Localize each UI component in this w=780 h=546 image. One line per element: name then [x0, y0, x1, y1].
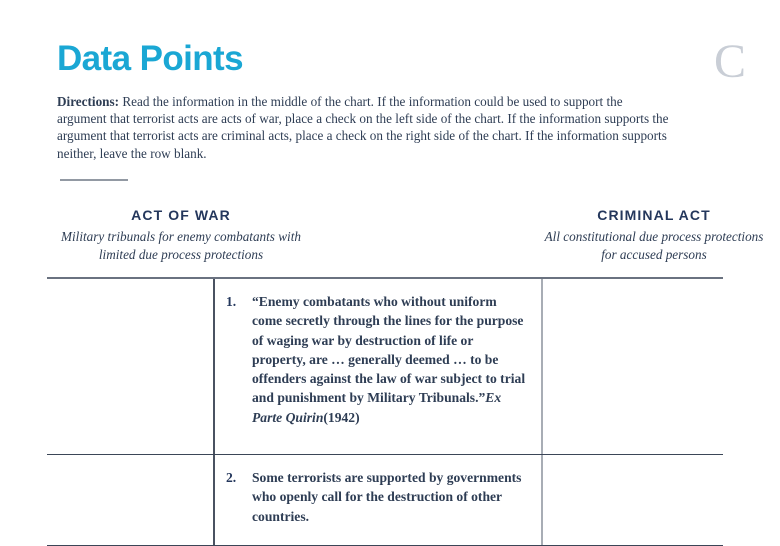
data-points-chart	[47, 277, 723, 546]
item-citation-1: Ex Parte Quirin	[252, 390, 502, 425]
item-number-1: 1.	[226, 294, 237, 309]
directions-label: Directions:	[57, 94, 120, 109]
page-title: Data Points	[57, 39, 243, 78]
column-header-act-of-war	[47, 207, 315, 263]
directions-text: Read the information in the middle of the chart. If the information could be used to support the argument that terrorist acts are acts of war, place a check on the left side of the chart. If the information supports the argument that terrorist acts are criminal acts, place a check on the right side of the chart. If the information supports neither, leave the row blank.	[57, 94, 669, 161]
item-quote-1: “Enemy combatants who without uniform come secretly through the lines for the purpose of waging war by destruction of life or property, are … generally deemed … to be offenders against the law of war subject to trial and punishment by Military Tribunals.”	[252, 294, 526, 406]
check-cell-left-row-2[interactable]	[47, 455, 215, 545]
table-row	[47, 455, 723, 546]
list-item	[226, 468, 527, 526]
decorative-rule	[60, 179, 128, 181]
column-subtitle-left: Military tribunals for enemy combatants with limited due process protections	[61, 229, 301, 262]
item-year-1: (1942)	[323, 409, 360, 425]
section-letter-badge: C	[713, 35, 746, 88]
check-cell-right-row-1[interactable]	[543, 279, 723, 454]
list-item	[226, 292, 527, 427]
column-title-left: ACT OF WAR	[131, 207, 231, 223]
item-text-1	[252, 292, 527, 427]
column-subtitle-right: All constitutional due process protections for accused persons	[544, 229, 764, 262]
column-header-criminal-act	[543, 207, 765, 263]
check-cell-left-row-1[interactable]	[47, 279, 215, 454]
item-text-2	[252, 468, 527, 526]
item-number-2: 2.	[226, 470, 237, 485]
directions-paragraph	[57, 93, 672, 162]
table-row	[47, 279, 723, 455]
info-cell-row-1	[215, 279, 543, 454]
check-cell-right-row-2[interactable]	[543, 455, 723, 545]
item-quote-2: Some terrorists are supported by governments who openly call for the destruction of other countries.	[252, 470, 522, 524]
column-title-right: CRIMINAL ACT	[597, 207, 711, 223]
info-cell-row-2	[215, 455, 543, 545]
